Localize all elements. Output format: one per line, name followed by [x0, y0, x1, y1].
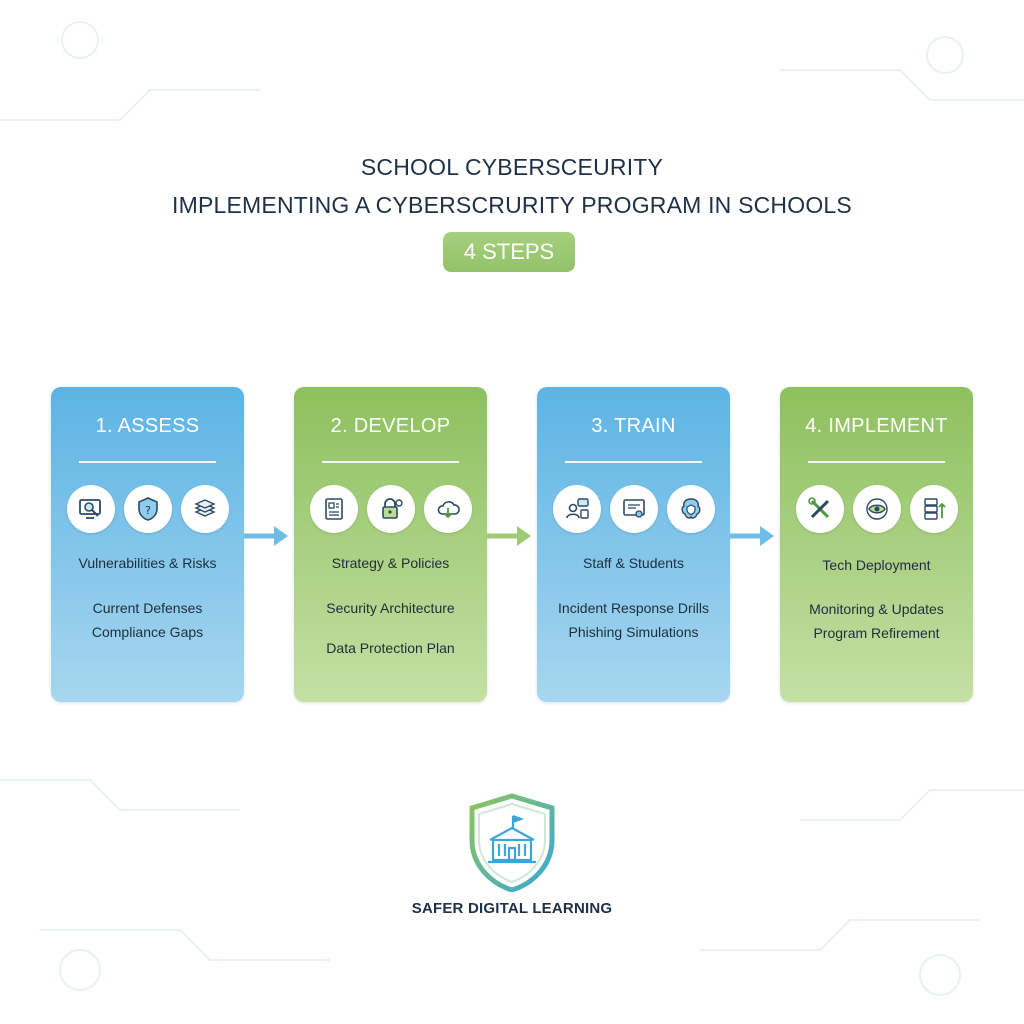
divider	[322, 461, 459, 463]
steps-badge: 4 STEPS	[443, 232, 575, 272]
shield-question-icon	[124, 485, 172, 533]
padlock-gear-icon	[367, 485, 415, 533]
stacked-documents-icon	[181, 485, 229, 533]
icon-row	[294, 485, 487, 533]
person-chat-icon	[553, 485, 601, 533]
step-item: Program Refirement	[813, 625, 940, 641]
step-item: Security Architecture	[326, 600, 455, 616]
step-item: Data Protection Plan	[326, 640, 455, 656]
wrench-screwdriver-icon	[796, 485, 844, 533]
step-title: 1. ASSESS	[95, 415, 200, 437]
policy-scroll-icon	[310, 485, 358, 533]
school-shield-icon	[466, 792, 558, 892]
arrow-right-icon	[487, 523, 533, 549]
arrow-right-icon	[244, 523, 290, 549]
eye-target-icon	[853, 485, 901, 533]
icon-row	[537, 485, 730, 533]
divider	[808, 461, 945, 463]
icon-row	[780, 485, 973, 533]
step-title: 2. DEVELOP	[330, 415, 451, 437]
svg-text:?: ?	[144, 504, 151, 517]
step-card-implement	[780, 387, 973, 702]
cloud-download-icon	[424, 485, 472, 533]
step-item: Tech Deployment	[822, 557, 931, 573]
step-title: 3. TRAIN	[591, 415, 676, 437]
step-item: Phishing Simulations	[568, 624, 699, 640]
step-card-develop	[294, 387, 487, 702]
step-item: Current Defenses	[92, 600, 203, 616]
step-item: Staff & Students	[583, 555, 684, 571]
step-item: Incident Response Drills	[558, 600, 709, 616]
divider	[79, 461, 216, 463]
brand-name: SAFER DIGITAL LEARNING	[411, 900, 613, 917]
certificate-icon	[610, 485, 658, 533]
page-title: SCHOOL CYBERSCEURITY	[360, 154, 664, 180]
server-upload-icon	[910, 485, 958, 533]
arrow-right-icon	[730, 523, 776, 549]
brain-shield-icon	[667, 485, 715, 533]
icon-row	[51, 485, 244, 533]
page-subtitle: IMPLEMENTING A CYBERSCRURITY PROGRAM IN SCHOOLS	[172, 192, 852, 218]
monitor-magnifier-icon	[67, 485, 115, 533]
step-item: Vulnerabilities & Risks	[78, 555, 217, 571]
step-card-train	[537, 387, 730, 702]
step-item: Strategy & Policies	[331, 555, 450, 571]
step-title: 4. IMPLEMENT	[805, 415, 948, 437]
step-item: Compliance Gaps	[91, 624, 204, 640]
divider	[565, 461, 702, 463]
step-card-assess	[51, 387, 244, 702]
step-item: Monitoring & Updates	[809, 601, 944, 617]
